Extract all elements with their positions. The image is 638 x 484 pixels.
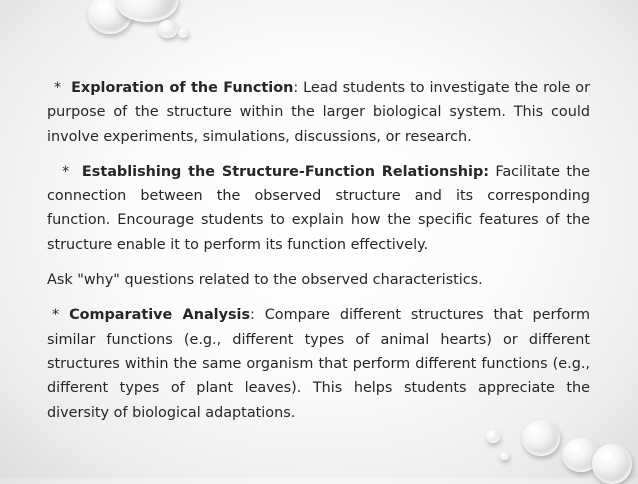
heading-separator: : (293, 80, 299, 96)
water-droplet-icon (500, 452, 509, 460)
paragraph-body: Lead students to investigate the role or purpose of the structure within the larger biological system. This could involve experiments, simulations, discussions, or research. (47, 80, 590, 145)
bullet: * (54, 80, 62, 96)
water-droplet-icon (158, 20, 178, 38)
paragraph-relationship (47, 160, 590, 257)
heading: Comparative Analysis (69, 307, 251, 324)
water-droplet-icon (178, 28, 188, 38)
paragraph-body: Compare different structures that perform similar functions (e.g., different types of animal hearts) or different structures within the same organism that perform different functions (e.g., different types of plant leaves). This helps students appreciate the diversity of biological adaptations. (47, 307, 591, 421)
bullet: * (62, 163, 70, 180)
paragraph-comparative (47, 303, 590, 424)
slide-body (47, 76, 590, 436)
water-droplet-icon (592, 444, 632, 484)
heading: Establishing the Structure-Function Relationship: (81, 163, 490, 180)
paragraph-body: Facilitate the connection between the observed structure and its corresponding function. Encourage students to explain how the specific features of the structure enable it to perform its function effectively. (47, 163, 590, 253)
bullet: * (52, 307, 60, 324)
heading-separator: : (250, 307, 255, 324)
paragraph-exploration (47, 76, 590, 149)
paragraph-why-questions (47, 268, 590, 292)
heading: Exploration of the Function (71, 80, 294, 96)
paragraph-body: Ask "why" questions related to the observed characteristics. (47, 272, 483, 289)
